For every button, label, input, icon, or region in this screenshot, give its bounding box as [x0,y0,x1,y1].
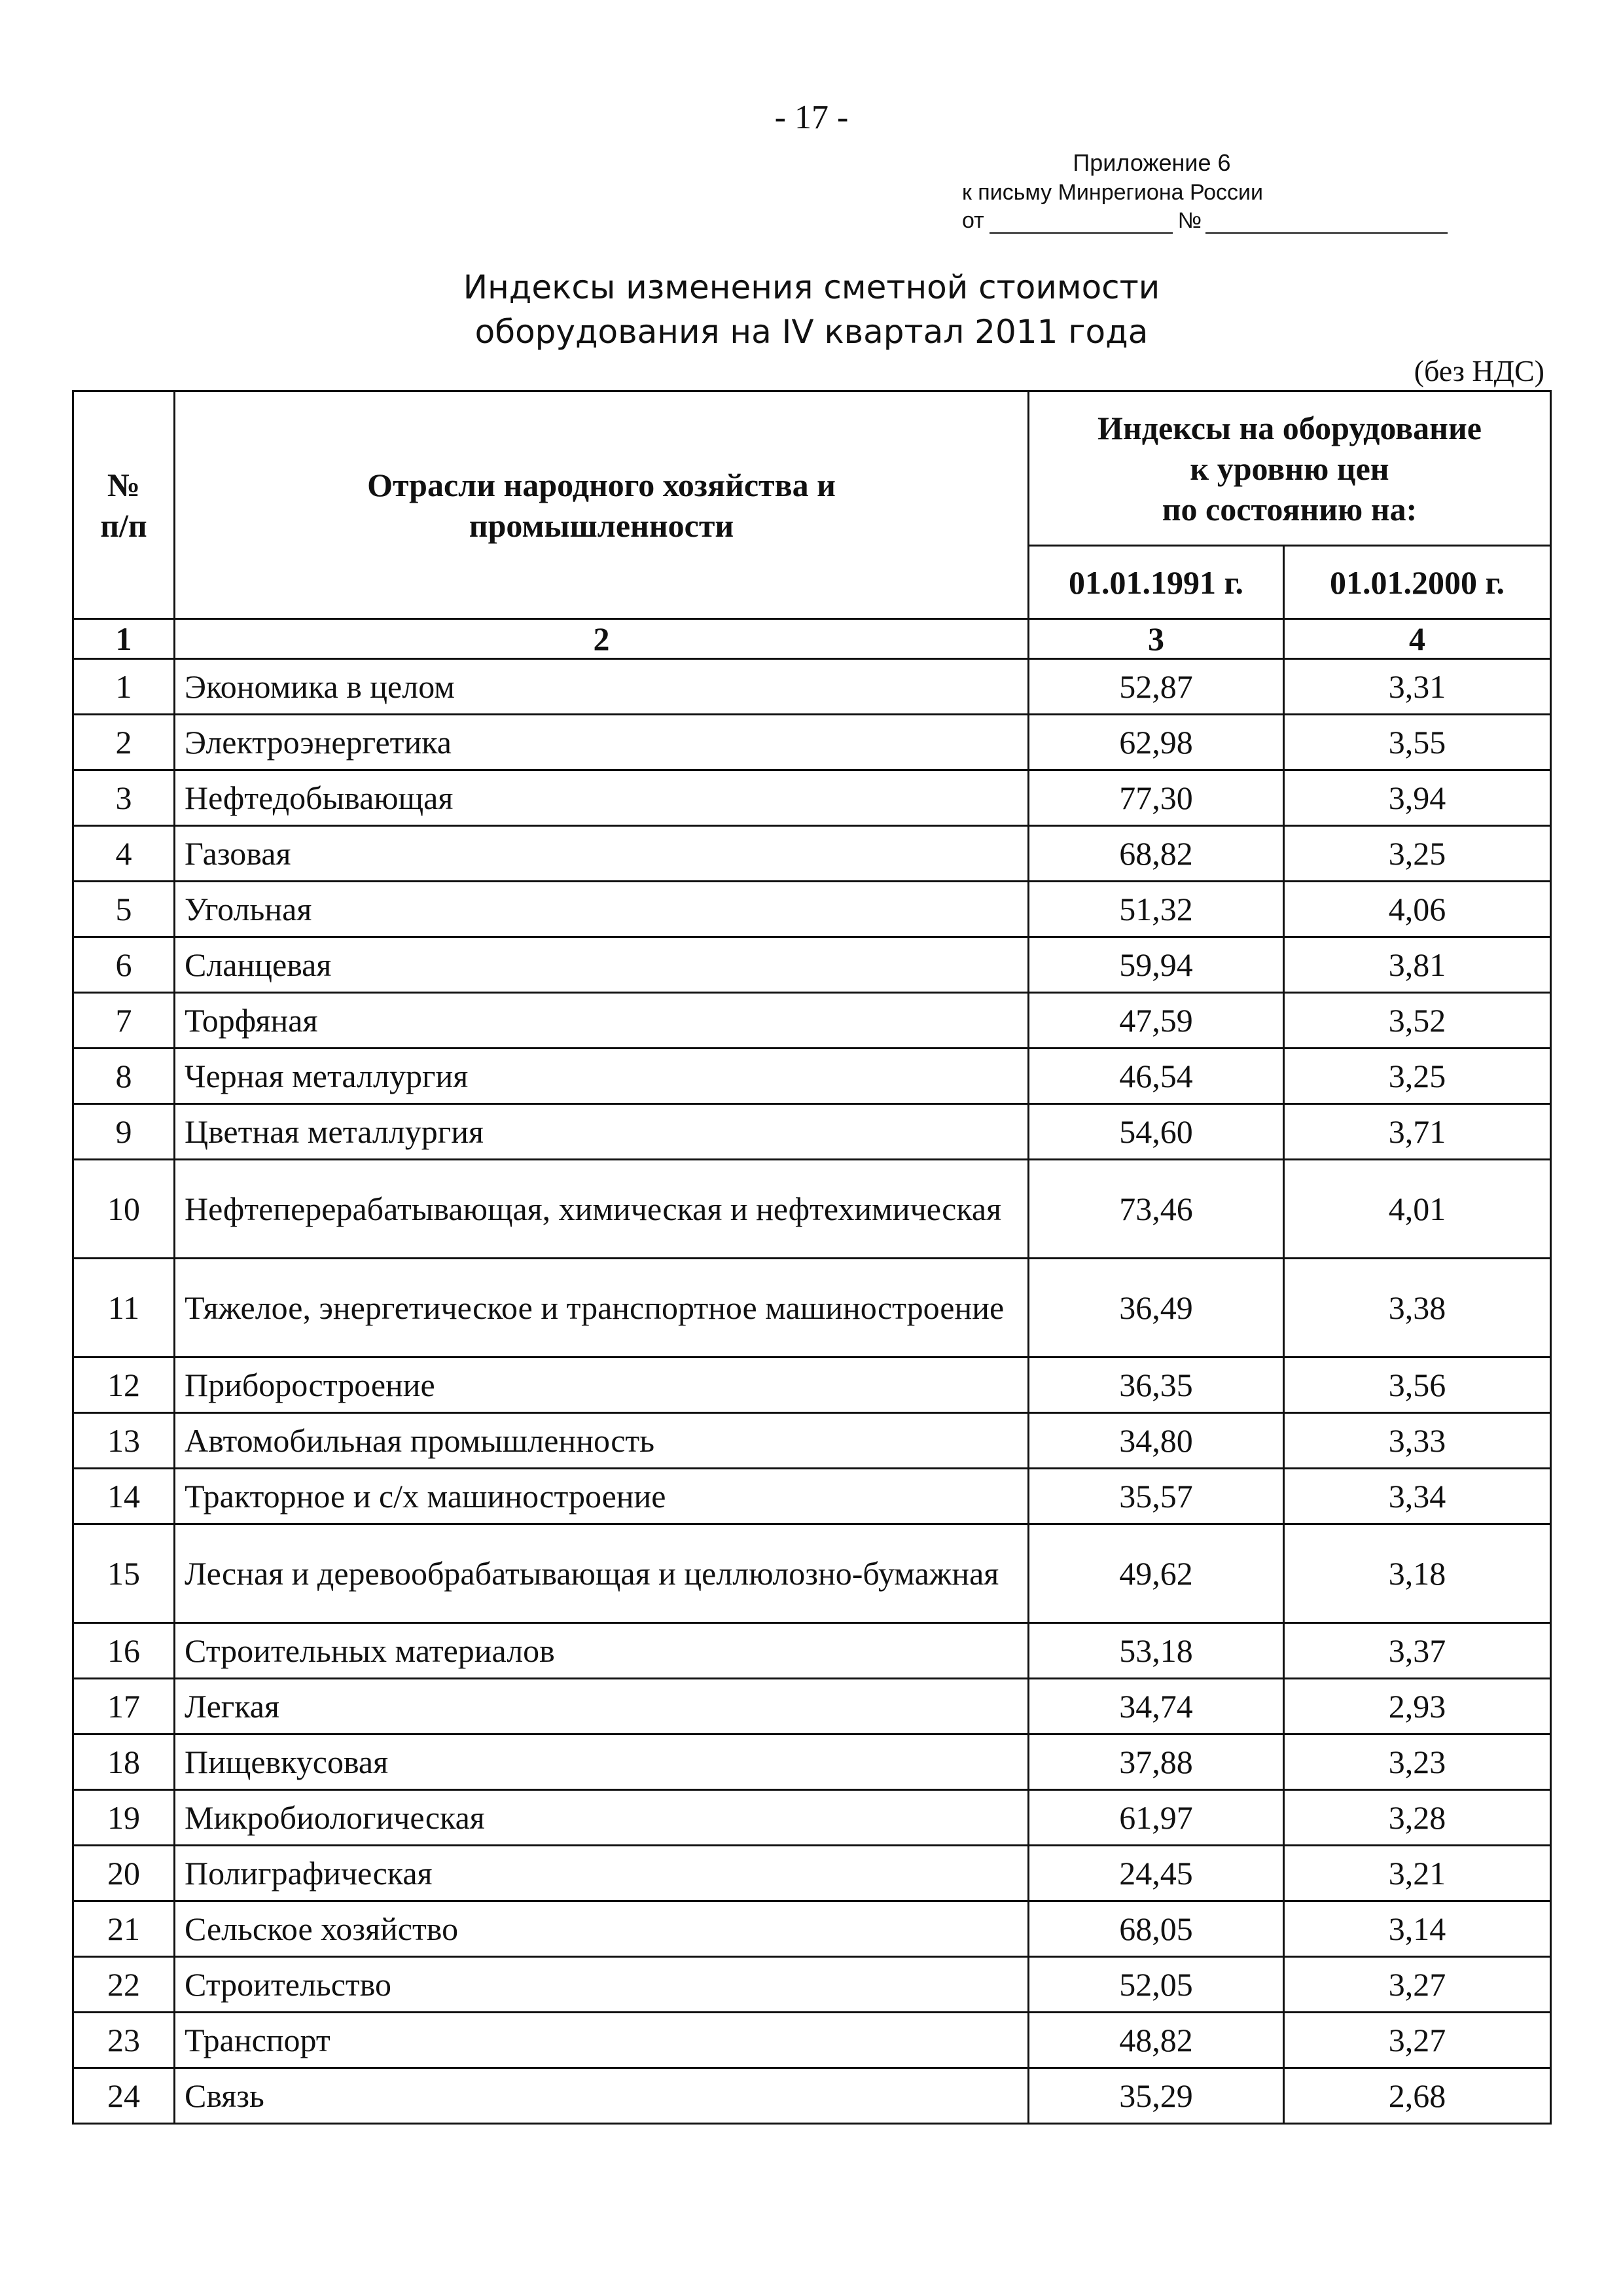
table-row [73,1679,1551,1734]
column-number-3: 3 [1029,619,1284,659]
appendix-title: Приложение 6 [1073,149,1231,176]
column-number-2: 2 [175,619,1029,659]
row-index-1991: 53,18 [1029,1623,1284,1679]
row-index-1991: 48,82 [1029,2013,1284,2068]
row-index-1991: 34,74 [1029,1679,1284,1734]
table-row [73,1357,1551,1413]
row-number: 17 [73,1679,175,1734]
row-index-1991: 36,49 [1029,1259,1284,1357]
row-index-2000: 3,14 [1284,1901,1551,1957]
row-index-2000: 3,37 [1284,1623,1551,1679]
row-branch-name: Газовая [175,826,1029,882]
row-index-2000: 3,18 [1284,1524,1551,1623]
row-index-2000: 3,34 [1284,1469,1551,1524]
from-label: от [962,208,984,233]
table-row [73,715,1551,770]
title-line-1: Индексы изменения сметной стоимости [463,268,1160,306]
row-index-1991: 34,80 [1029,1413,1284,1469]
row-index-1991: 59,94 [1029,937,1284,993]
row-number: 11 [73,1259,175,1357]
table-row [73,1790,1551,1846]
table-row [73,1259,1551,1357]
row-index-1991: 49,62 [1029,1524,1284,1623]
row-index-2000: 3,31 [1284,659,1551,715]
row-branch-name: Тяжелое, энергетическое и транспортное машиностроение [175,1259,1029,1357]
letter-date-number-line [962,208,1448,234]
row-index-2000: 3,25 [1284,1049,1551,1104]
row-number: 6 [73,937,175,993]
row-index-1991: 24,45 [1029,1846,1284,1901]
row-index-1991: 77,30 [1029,770,1284,826]
row-index-2000: 4,01 [1284,1160,1551,1259]
row-index-1991: 46,54 [1029,1049,1284,1104]
row-index-1991: 35,29 [1029,2068,1284,2124]
row-branch-name: Легкая [175,1679,1029,1734]
table-row [73,882,1551,937]
row-number: 14 [73,1469,175,1524]
row-number: 9 [73,1104,175,1160]
row-number: 13 [73,1413,175,1469]
row-index-2000: 3,23 [1284,1734,1551,1790]
row-number: 24 [73,2068,175,2124]
header-date-2000: 01.01.2000 г. [1284,546,1551,619]
row-branch-name: Сланцевая [175,937,1029,993]
row-branch-name: Торфяная [175,993,1029,1049]
row-index-2000: 3,27 [1284,2013,1551,2068]
row-branch-name: Цветная металлургия [175,1104,1029,1160]
vat-note: (без НДС) [1414,354,1544,387]
row-branch-name: Тракторное и с/х машиностроение [175,1469,1029,1524]
header-date-1991: 01.01.1991 г. [1029,546,1284,619]
row-index-2000: 3,38 [1284,1259,1551,1357]
row-index-1991: 35,57 [1029,1469,1284,1524]
number-blank [1205,213,1448,234]
row-number: 5 [73,882,175,937]
row-number: 21 [73,1901,175,1957]
row-branch-name: Нефтедобывающая [175,770,1029,826]
row-index-1991: 47,59 [1029,993,1284,1049]
row-index-1991: 51,32 [1029,882,1284,937]
row-number: 8 [73,1049,175,1104]
table-row [73,1524,1551,1623]
row-number: 12 [73,1357,175,1413]
row-branch-name: Сельское хозяйство [175,1901,1029,1957]
row-index-2000: 3,21 [1284,1846,1551,1901]
row-index-1991: 54,60 [1029,1104,1284,1160]
row-index-2000: 3,28 [1284,1790,1551,1846]
row-index-2000: 2,68 [1284,2068,1551,2124]
row-index-2000: 3,94 [1284,770,1551,826]
row-branch-name: Электроэнергетика [175,715,1029,770]
row-index-2000: 3,52 [1284,993,1551,1049]
table-row [73,1413,1551,1469]
row-number: 22 [73,1957,175,2013]
row-number: 15 [73,1524,175,1623]
row-number: 23 [73,2013,175,2068]
table-row [73,1049,1551,1104]
column-number-1: 1 [73,619,175,659]
column-number-4: 4 [1284,619,1551,659]
row-index-2000: 3,56 [1284,1357,1551,1413]
row-number: 1 [73,659,175,715]
header-branch: Отрасли народного хозяйства и промышленности [175,391,1029,619]
row-index-2000: 2,93 [1284,1679,1551,1734]
table-row [73,826,1551,882]
row-branch-name: Строительство [175,1957,1029,2013]
row-index-2000: 3,81 [1284,937,1551,993]
row-number: 3 [73,770,175,826]
row-branch-name: Черная металлургия [175,1049,1029,1104]
title-line-2: оборудования на IV квартал 2011 года [474,313,1149,351]
table-row [73,1846,1551,1901]
table-row [73,1469,1551,1524]
row-branch-name: Транспорт [175,2013,1029,2068]
table-row [73,2013,1551,2068]
row-number: 19 [73,1790,175,1846]
table-row [73,1957,1551,2013]
table-row [73,1734,1551,1790]
row-index-2000: 3,33 [1284,1413,1551,1469]
indices-table [72,390,1552,2125]
table-row [73,993,1551,1049]
row-branch-name: Полиграфическая [175,1846,1029,1901]
row-index-1991: 62,98 [1029,715,1284,770]
row-branch-name: Приборостроение [175,1357,1029,1413]
table-row [73,1104,1551,1160]
row-branch-name: Экономика в целом [175,659,1029,715]
row-index-1991: 61,97 [1029,1790,1284,1846]
row-number: 16 [73,1623,175,1679]
number-label: № [1177,208,1202,233]
header-number: № п/п [73,391,175,619]
row-index-2000: 4,06 [1284,882,1551,937]
row-index-1991: 37,88 [1029,1734,1284,1790]
page-number: - 17 - [774,99,849,136]
row-branch-name: Нефтеперерабатывающая, химическая и нефтехимическая [175,1160,1029,1259]
row-number: 20 [73,1846,175,1901]
row-index-2000: 3,27 [1284,1957,1551,2013]
row-number: 2 [73,715,175,770]
row-index-1991: 68,82 [1029,826,1284,882]
row-index-2000: 3,25 [1284,826,1551,882]
row-index-2000: 3,71 [1284,1104,1551,1160]
row-branch-name: Угольная [175,882,1029,937]
document-title [0,265,1623,354]
table-row [73,1160,1551,1259]
table-row [73,2068,1551,2124]
row-index-1991: 68,05 [1029,1901,1284,1957]
table-row [73,937,1551,993]
header-indices-group: Индексы на оборудование к уровню цен по состоянию на: [1029,391,1551,546]
table-row [73,659,1551,715]
date-blank [990,213,1173,234]
row-index-1991: 36,35 [1029,1357,1284,1413]
row-branch-name: Пищевкусовая [175,1734,1029,1790]
table-row [73,1901,1551,1957]
row-branch-name: Микробиологическая [175,1790,1029,1846]
row-number: 18 [73,1734,175,1790]
table-row [73,1623,1551,1679]
table-row [73,770,1551,826]
row-index-1991: 52,87 [1029,659,1284,715]
row-branch-name: Строительных материалов [175,1623,1029,1679]
row-index-1991: 52,05 [1029,1957,1284,2013]
row-branch-name: Связь [175,2068,1029,2124]
row-branch-name: Автомобильная промышленность [175,1413,1029,1469]
appendix-reference: к письму Минрегиона России [961,180,1264,205]
row-branch-name: Лесная и деревообрабатывающая и целлюлозно-бумажная [175,1524,1029,1623]
row-number: 4 [73,826,175,882]
row-number: 10 [73,1160,175,1259]
row-index-1991: 73,46 [1029,1160,1284,1259]
row-index-2000: 3,55 [1284,715,1551,770]
row-number: 7 [73,993,175,1049]
